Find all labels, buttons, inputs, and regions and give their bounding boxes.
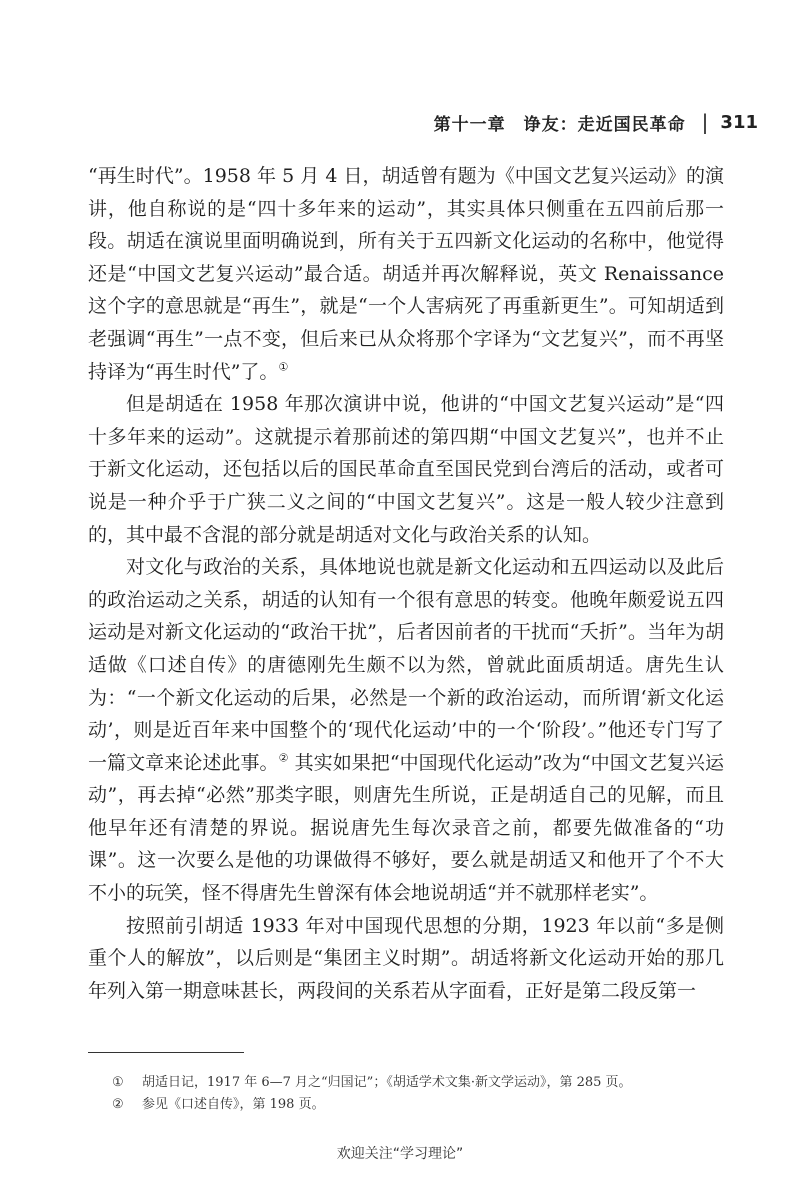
- footnote-1-mark: ①: [112, 1075, 124, 1090]
- paragraph-4: 按照前引胡适 1933 年对中国现代思想的分期，1923 年以前“多是侧重个人的解放”，以后则是“集团主义时期”。胡适将新文化运动开始的那几年列入第一期意味甚长，两段间的关系若从字面看，正好是第二段反第一: [88, 914, 724, 1002]
- page-number: 311: [720, 111, 758, 133]
- footnote-2-mark: ②: [112, 1097, 124, 1112]
- footnote-divider: [88, 1052, 244, 1053]
- footnote-2: [112, 1094, 732, 1116]
- footnote-1: [112, 1072, 732, 1094]
- paragraph-3-text-a: 对文化与政治的关系，具体地说也就是新文化运动和五四运动以及此后的政治运动之关系，胡适的认知有一个很有意思的转变。他晚年颇爱说五四运动是对新文化运动的“政治干扰”，后者因前者的干扰而“夭折”。当年为胡适做《口述自传》的唐德刚先生颇不以为然，曾就此面质胡适。唐先生认为：“一个新文化运动的后果，必然是一个新的政治运动，而所谓‘新文化运动’，则是近百年来中国整个的‘现代化运动’中的一个‘阶段’。”他还专门写了一篇文章来论述此事。: [88, 556, 724, 774]
- body-text: [88, 160, 724, 1007]
- paragraph-2: 但是胡适在 1958 年那次演讲中说，他讲的“中国文艺复兴运动”是“四十多年来的运动”。这就提示着那前述的第四期“中国文艺复兴”，也并不止于新文化运动，还包括以后的国民革命直至国民党到台湾后的活动，或者可说是一种介乎于广狭二义之间的“中国文艺复兴”。这是一般人较少注意到的，其中最不含混的部分就是胡适对文化与政治关系的认知。: [88, 393, 724, 546]
- running-head: [434, 107, 758, 137]
- paragraph-3: [88, 551, 724, 910]
- header-separator: |: [701, 110, 709, 134]
- footnotes: [112, 1072, 732, 1116]
- chapter-title: 第十一章 诤友：走近国民革命: [433, 114, 686, 135]
- paragraph-1: [88, 160, 724, 388]
- paragraph-1-text: “再生时代”。1958 年 5 月 4 日，胡适曾有题为《中国文艺复兴运动》的演讲，他自称说的是“四十多年来的运动”，其实具体只侧重在五四前后那一段。胡适在演说里面明确说到，所有关于五四新文化运动的名称中，他觉得还是“中国文艺复兴运动”最合适。胡适并再次解释说，英文 Renaissance 这个字的意思就是“再生”，就是“一个人害病死了再重新更生”。可知胡适到老强调“再生”一点不变，但后来已从众将那个字译为“文艺复兴”，而不再坚持译为“再生时代”了。: [88, 165, 724, 383]
- paragraph-3-text-b: 其实如果把“中国现代化运动”改为“中国文艺复兴运动”，再去掉“必然”那类字眼，则唐先生所说，正是胡适自己的见解，而且他早年还有清楚的界说。据说唐先生每次录音之前，都要先做准备的“功课”。这一次要么是他的功课做得不够好，要么就是胡适又和他开了个不大不小的玩笑，怪不得唐先生曾深有体会地说胡适“并不就那样老实”。: [88, 751, 724, 905]
- footnote-1-text: 胡适日记，1917 年 6—7 月之“归国记”；《胡适学术文集·新文学运动》，第 285 页。: [142, 1075, 632, 1090]
- page-footer: 欢迎关注“学习理论”: [336, 1146, 464, 1162]
- footnote-ref-2: ②: [278, 751, 289, 765]
- footnote-2-text: 参见《口述自传》，第 198 页。: [142, 1097, 325, 1112]
- footnote-ref-1: ①: [278, 360, 289, 374]
